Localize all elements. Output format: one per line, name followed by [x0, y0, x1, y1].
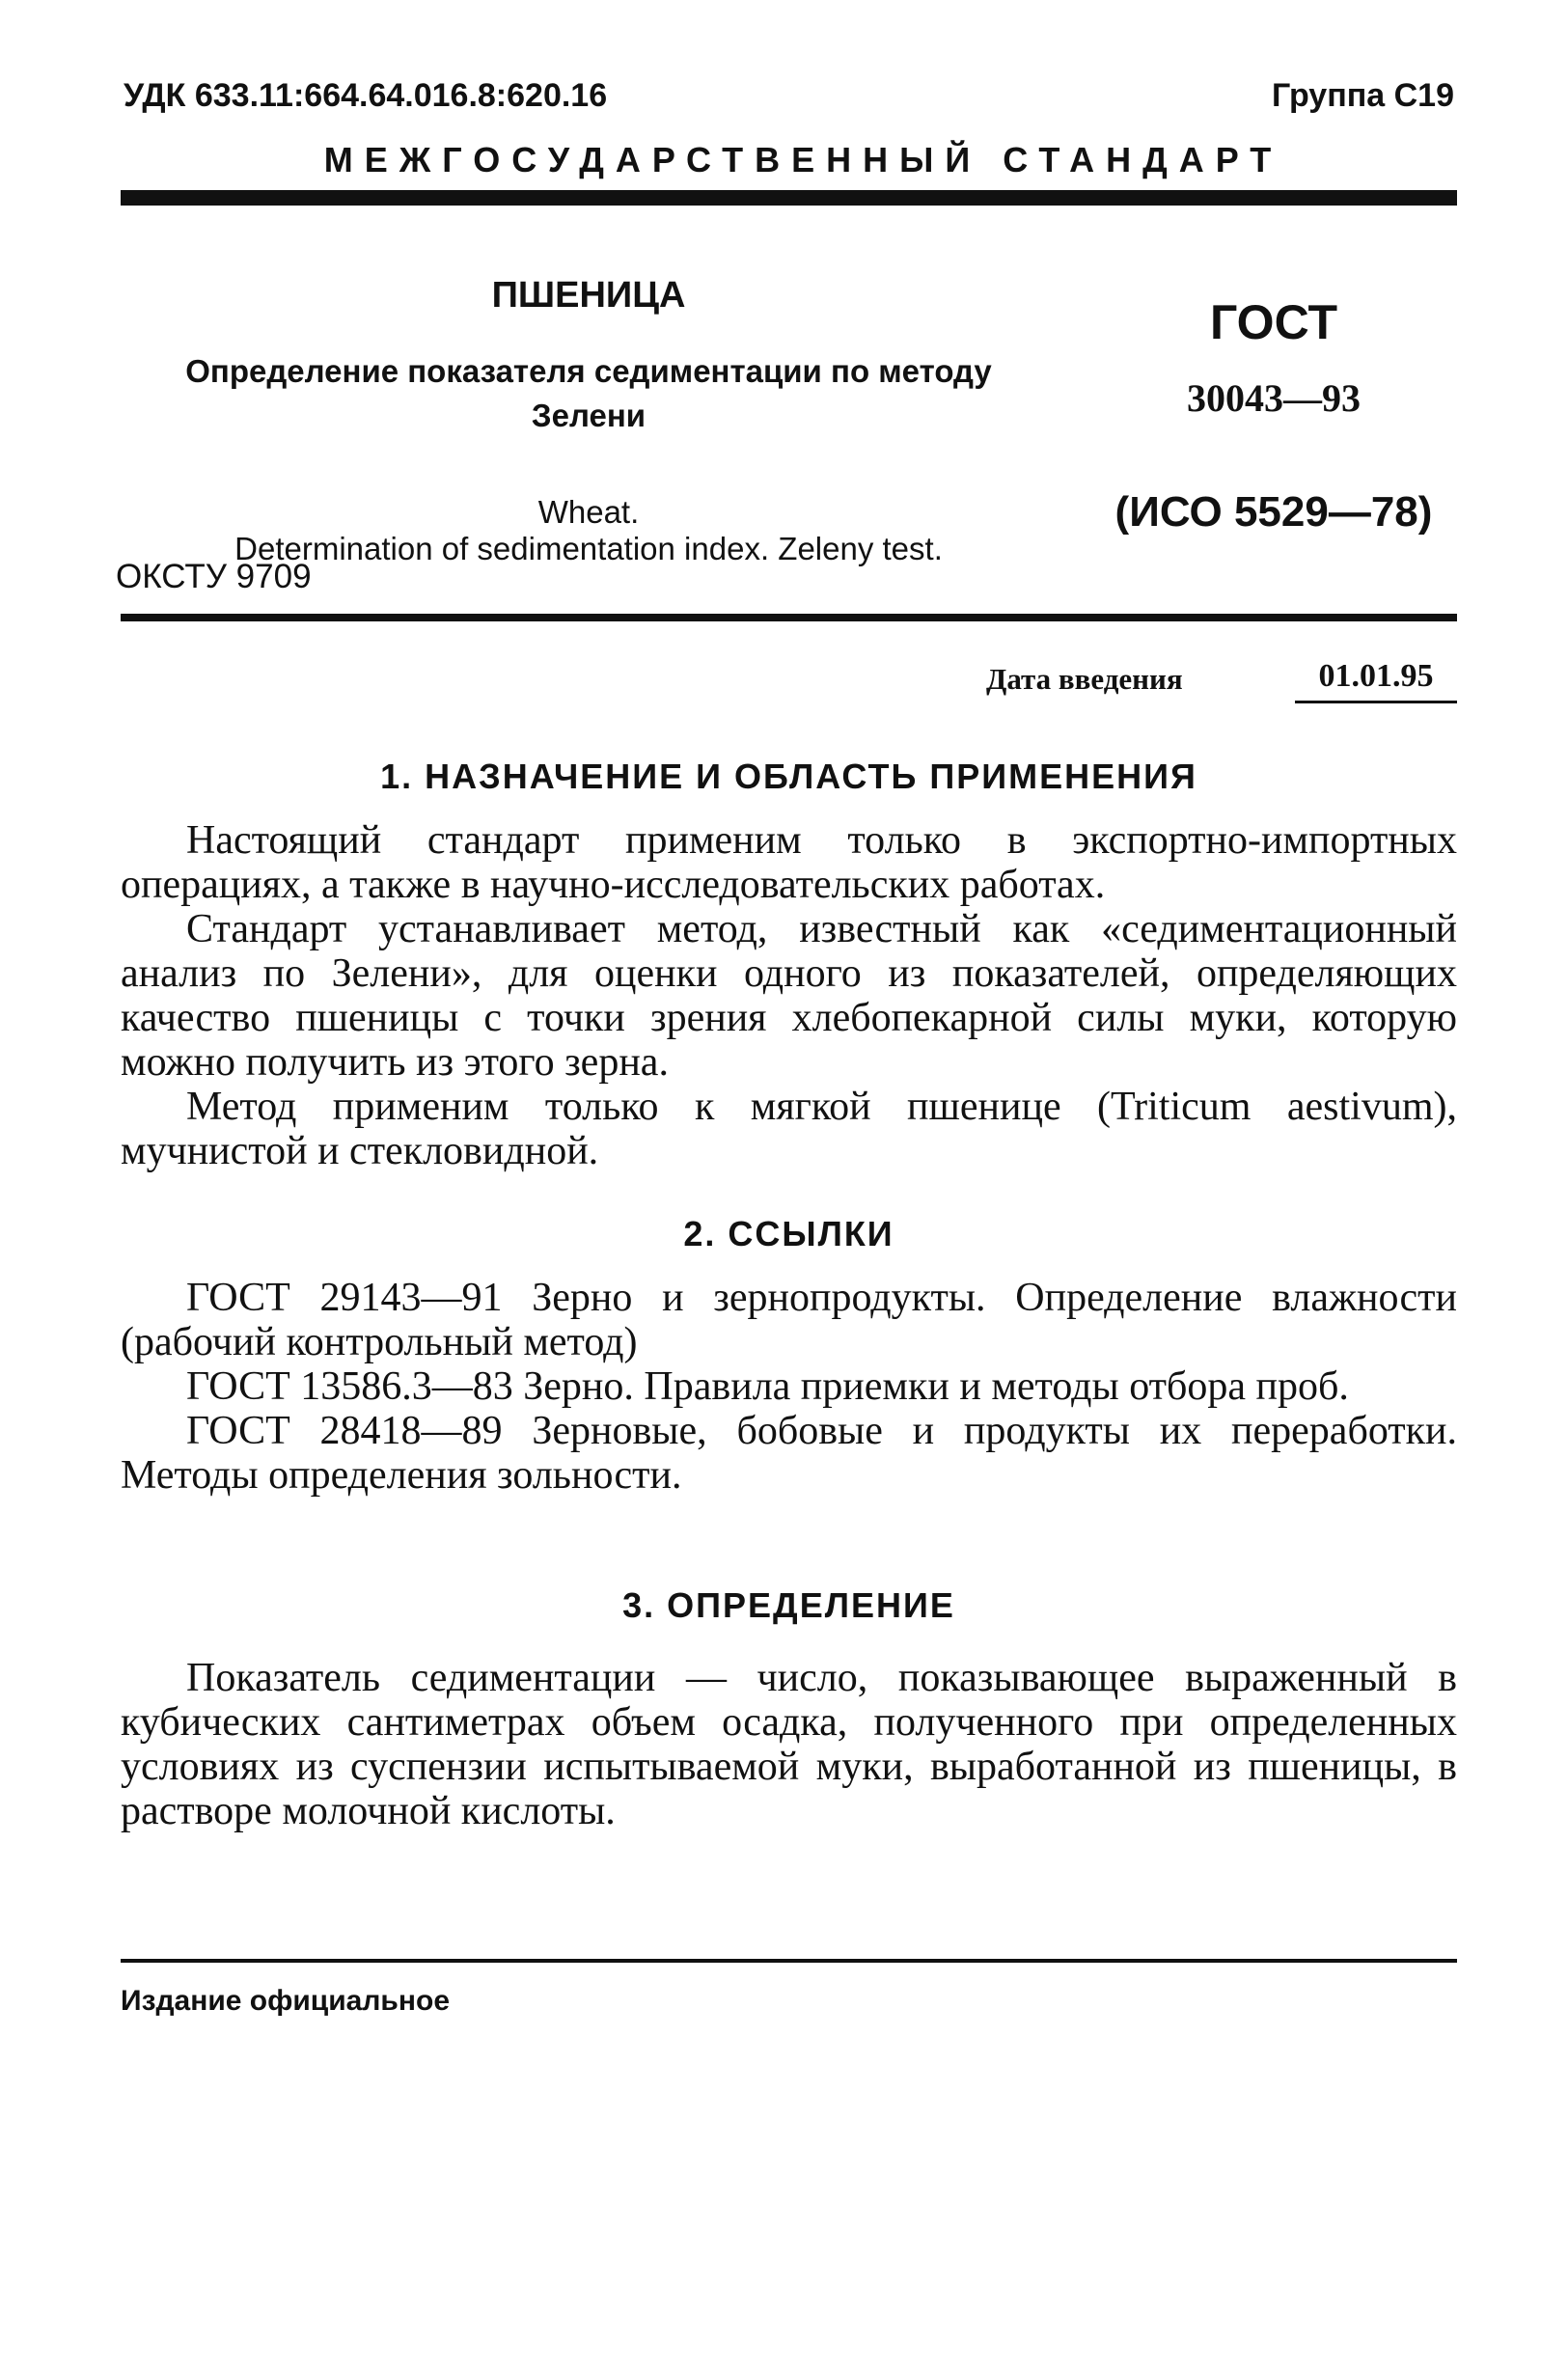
reference-item: ГОСТ 29143—91 Зерно и зернопродукты. Определение влажности (рабочий контрольный метод) — [121, 1276, 1457, 1364]
iso-reference: (ИСО 5529—78) — [1114, 488, 1433, 536]
reference-item: ГОСТ 13586.3—83 Зерно. Правила приемки и методы отбора проб. — [186, 1364, 1349, 1409]
standard-type: МЕЖГОСУДАРСТВЕННЫЙ СТАНДАРТ — [323, 140, 1283, 179]
paragraph: Метод применим только к мягкой пшенице (Triticum aestivum), мучнистой и стекловидной. — [121, 1085, 1457, 1173]
section-body — [121, 1276, 1457, 1498]
group-code: Группа С19 — [1271, 77, 1454, 114]
section-heading: 2. ССЫЛКИ — [683, 1214, 894, 1253]
okstu-code: ОКСТУ 9709 — [116, 558, 312, 595]
title-ru: ПШЕНИЦА — [491, 275, 686, 316]
section-heading: 1. НАЗНАЧЕНИЕ И ОБЛАСТЬ ПРИМЕНЕНИЯ — [380, 757, 1197, 796]
gost-label: ГОСТ — [1210, 295, 1337, 349]
reference-item: ГОСТ 28418—89 Зерновые, бобовые и продукты их переработки. Методы определения зольности. — [121, 1409, 1457, 1498]
top-rule — [121, 190, 1457, 206]
section-body — [121, 818, 1457, 1173]
section-body — [121, 1656, 1457, 1833]
paragraph: Настоящий стандарт применим только в экспортно-импортных операциях, а также в научно-исследовательских работах. — [121, 818, 1457, 907]
title-en-line2: Determination of sedimentation index. Zeleny test. — [234, 531, 943, 566]
paragraph: Показатель седиментации — число, показывающее выраженный в кубических сантиметрах объем осадка, полученного при определенных условиях из суспензии испытываемой муки, выработанной из пшеницы, в растворе молочной кислоты. — [121, 1656, 1457, 1833]
footer-rule — [121, 1959, 1457, 1963]
title-block — [164, 275, 1013, 567]
middle-rule — [121, 614, 1457, 621]
title-en-line1: Wheat. — [537, 494, 640, 530]
subtitle-ru: Определение показателя седиментации по методу Зелени — [185, 353, 992, 433]
paragraph: Стандарт устанавливает метод, известный как «седиментационный анализ по Зелени», для оценки одного из показателей, определяющих качество пшеницы с точки зрения хлебопекарной силы муки, которую можно получить из этого зерна. — [121, 907, 1457, 1085]
gost-number: 30043—93 — [1187, 376, 1361, 420]
udk-code: УДК 633.11:664.64.016.8:620.16 — [124, 77, 608, 114]
introduction-date: 01.01.95 — [1295, 658, 1457, 703]
introduction-date-label: Дата введения — [986, 662, 1183, 696]
gost-designation — [1061, 294, 1486, 537]
edition-note: Издание официальное — [121, 1985, 451, 2017]
section-heading: 3. ОПРЕДЕЛЕНИЕ — [622, 1585, 955, 1625]
